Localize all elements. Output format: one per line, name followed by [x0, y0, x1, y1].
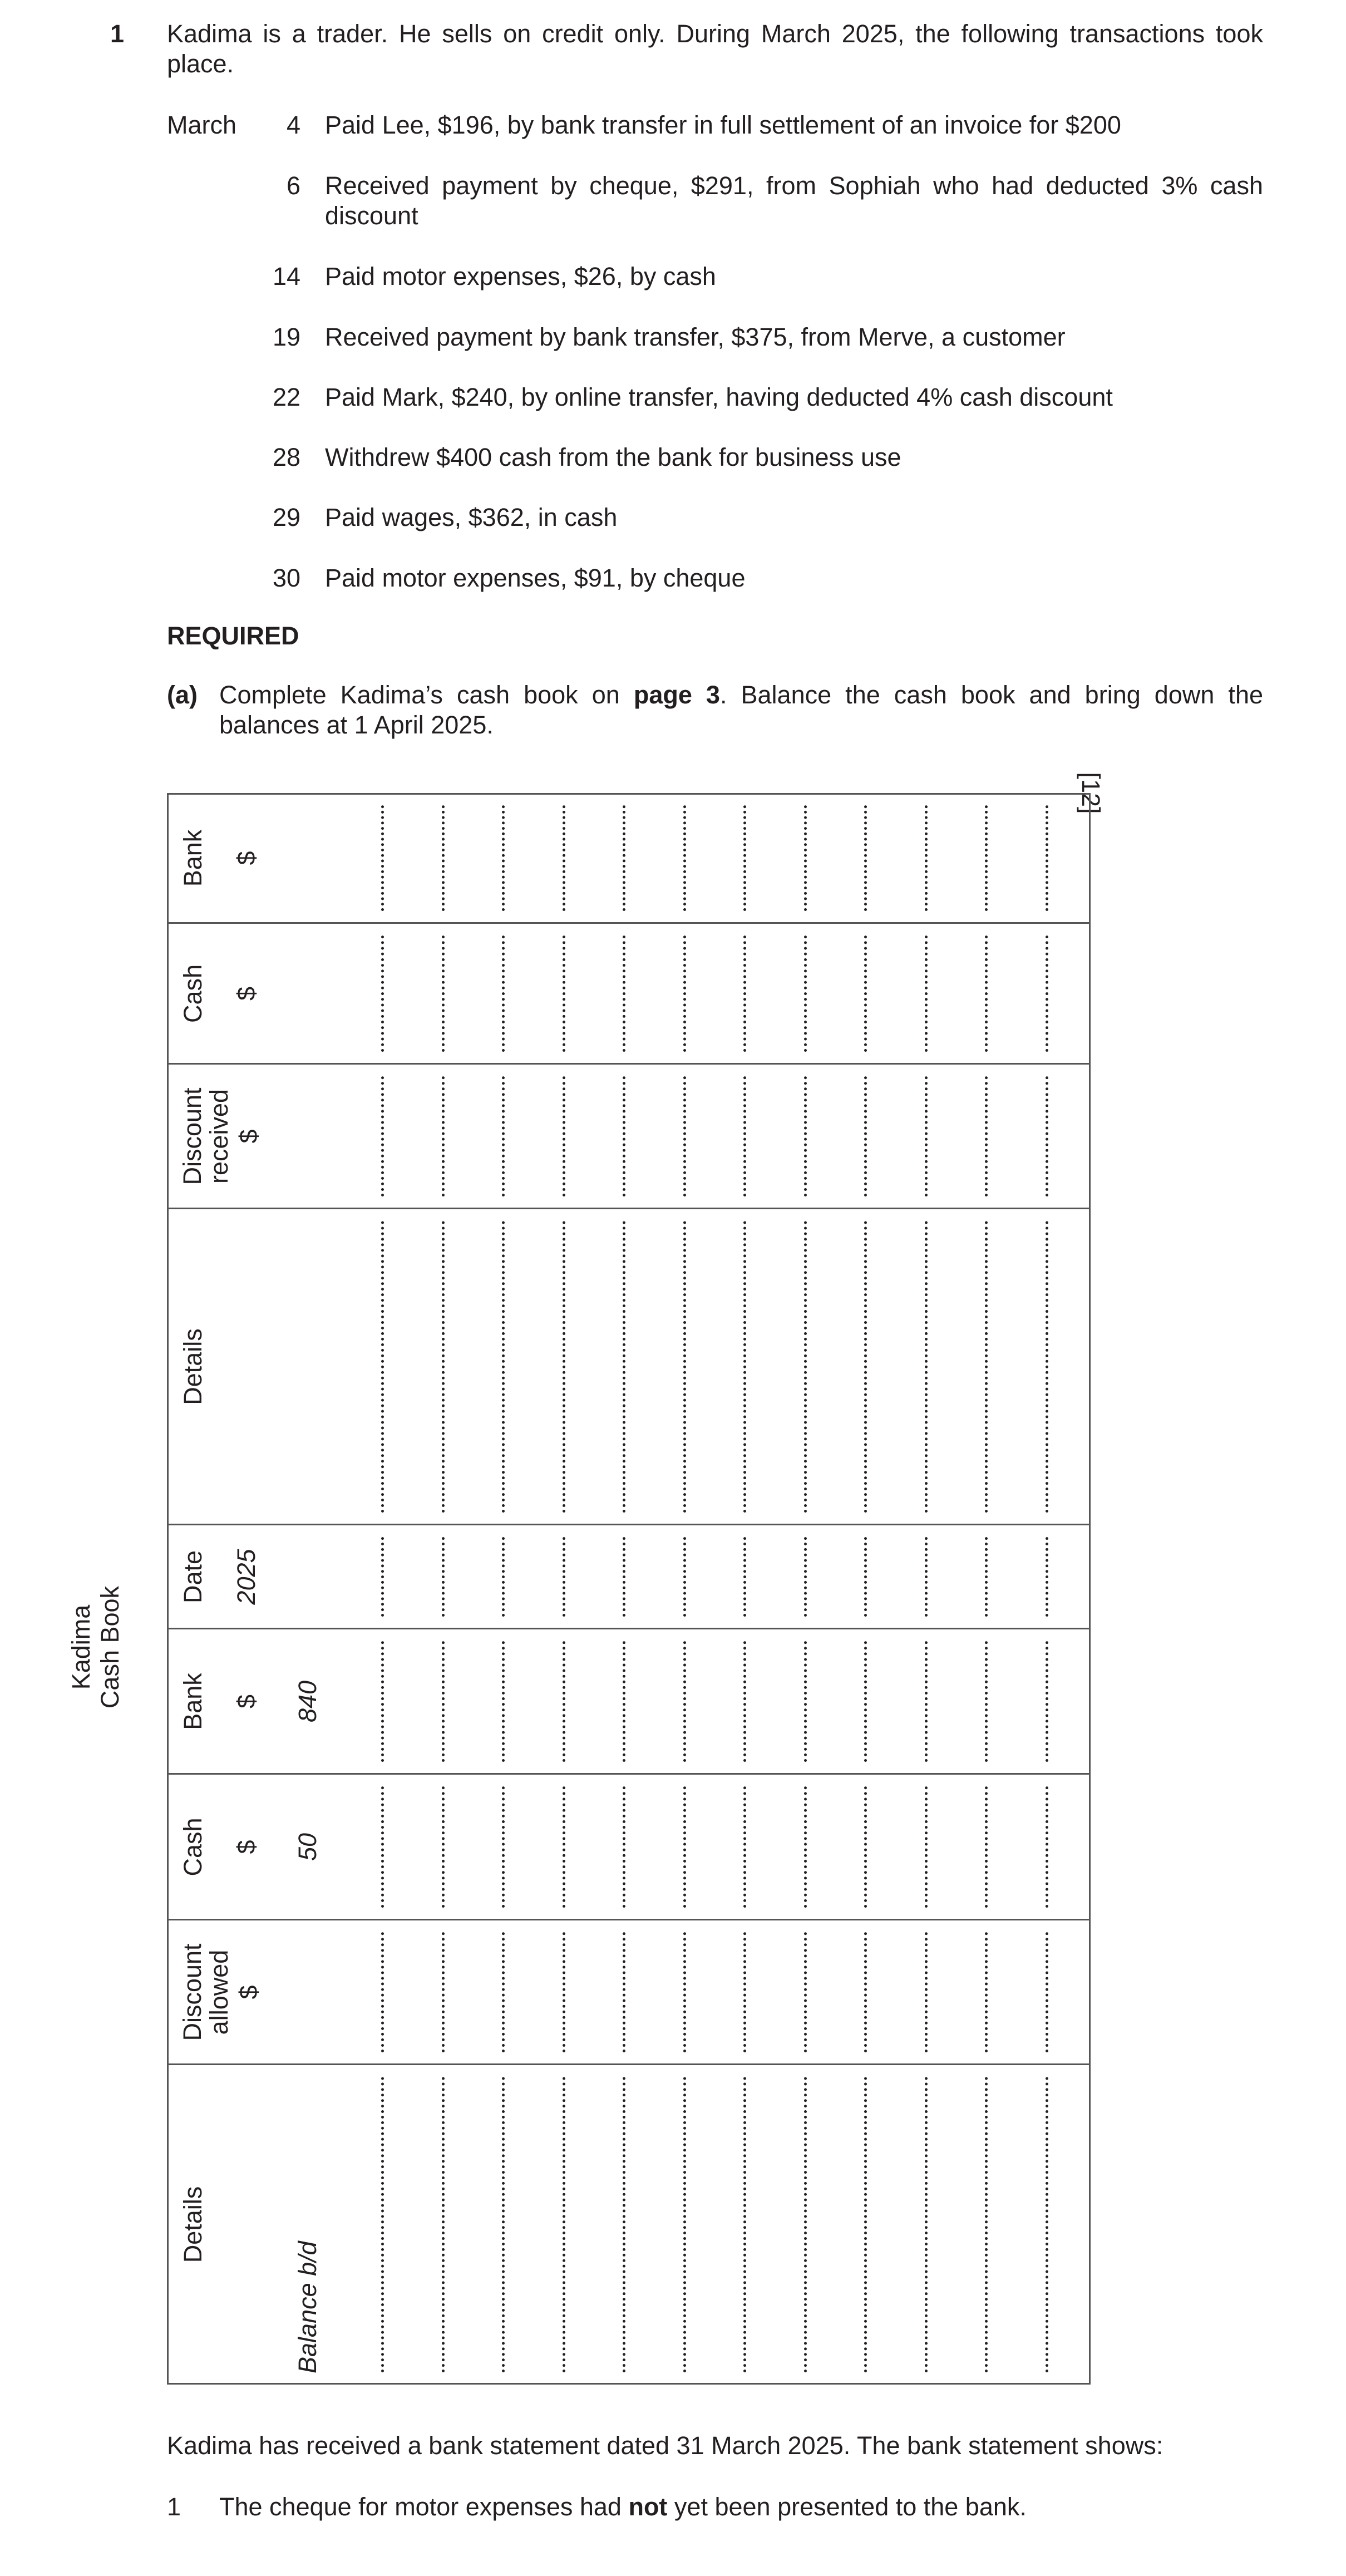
answer-line[interactable] [442, 1932, 445, 2052]
answer-line[interactable] [683, 805, 686, 911]
answer-line[interactable] [442, 1221, 445, 1513]
credit-cash-header: Cash [179, 964, 207, 1023]
answer-line[interactable] [925, 935, 928, 1052]
answer-line[interactable] [381, 1537, 384, 1617]
answer-line[interactable] [623, 2077, 625, 2372]
answer-line[interactable] [563, 1537, 565, 1617]
answer-line[interactable] [804, 1076, 807, 1196]
answer-line[interactable] [985, 2077, 988, 2372]
credit-cash-unit: $ [232, 986, 260, 1001]
answer-line[interactable] [985, 1786, 988, 1908]
required-label: REQUIRED [167, 622, 299, 650]
answer-line[interactable] [925, 1641, 928, 1762]
answer-line[interactable] [563, 1932, 565, 2052]
answer-line[interactable] [864, 1641, 867, 1762]
part-a-text: Complete Kadima’s cash book on page 3. Balance the cash book and bring down the balances at 1 April 2025. [219, 681, 1263, 739]
answer-line[interactable] [381, 1932, 384, 2052]
transaction-day: 4 [286, 111, 300, 139]
answer-line[interactable] [683, 2077, 686, 2372]
answer-line[interactable] [442, 805, 445, 911]
answer-line[interactable] [563, 1221, 565, 1513]
answer-line[interactable] [925, 1076, 928, 1196]
credit-bank-unit: $ [232, 851, 260, 865]
part-a-label: (a) [167, 681, 198, 709]
transaction-text: Received payment by cheque, $291, from Sophiah who had deducted 3% cash discount [325, 171, 1263, 230]
credit-discount-received-header: Discount received [178, 1087, 233, 1185]
transaction-day: 14 [272, 262, 300, 290]
answer-line[interactable] [502, 1076, 505, 1196]
question-number: 1 [110, 19, 125, 48]
answer-line[interactable] [864, 1221, 867, 1513]
answer-line[interactable] [925, 805, 928, 911]
opening-bank-value: 840 [293, 1680, 322, 1723]
answer-line[interactable] [925, 1221, 928, 1513]
answer-line[interactable] [985, 805, 988, 911]
answer-line[interactable] [502, 1641, 505, 1762]
answer-line[interactable] [1046, 1076, 1048, 1196]
credit-bank-header: Bank [179, 829, 207, 887]
statement-item-number: 1 [167, 2493, 181, 2521]
answer-line[interactable] [442, 935, 445, 1052]
answer-line[interactable] [563, 1641, 565, 1762]
answer-line[interactable] [563, 1786, 565, 1908]
answer-line[interactable] [502, 935, 505, 1052]
opening-cash-value: 50 [293, 1833, 322, 1861]
answer-line[interactable] [683, 935, 686, 1052]
transaction-text: Paid motor expenses, $91, by cheque [325, 564, 746, 592]
answer-line[interactable] [985, 1641, 988, 1762]
answer-line[interactable] [804, 2077, 807, 2372]
answer-line[interactable] [804, 805, 807, 911]
answer-line[interactable] [623, 935, 625, 1052]
answer-line[interactable] [743, 935, 746, 1052]
answer-line[interactable] [804, 1641, 807, 1762]
answer-line[interactable] [985, 935, 988, 1052]
answer-line[interactable] [743, 805, 746, 911]
answer-line[interactable] [563, 2077, 565, 2372]
answer-line[interactable] [502, 1932, 505, 2052]
answer-line[interactable] [623, 1076, 625, 1196]
answer-line[interactable] [442, 1641, 445, 1762]
answer-line[interactable] [442, 1537, 445, 1617]
answer-line[interactable] [683, 1641, 686, 1762]
answer-line[interactable] [743, 2077, 746, 2372]
answer-line[interactable] [381, 2077, 384, 2372]
transaction-day: 29 [272, 503, 300, 531]
answer-line[interactable] [683, 1076, 686, 1196]
answer-line[interactable] [864, 1537, 867, 1617]
debit-bank-unit: $ [232, 1694, 260, 1709]
answer-line[interactable] [381, 1786, 384, 1908]
part-a-marks: [12] [1077, 772, 1105, 814]
transaction-text: Received payment by bank transfer, $375, from Merve, a customer [325, 323, 1066, 351]
transaction-text: Paid Mark, $240, by online transfer, having deducted 4% cash discount [325, 383, 1113, 411]
answer-line[interactable] [502, 1786, 505, 1908]
answer-line[interactable] [623, 1786, 625, 1908]
answer-line[interactable] [502, 1221, 505, 1513]
transaction-day: 30 [272, 564, 300, 592]
debit-bank-header: Bank [179, 1673, 207, 1730]
credit-details-header: Details [179, 1328, 207, 1405]
answer-line[interactable] [1046, 805, 1048, 911]
transaction-text: Paid motor expenses, $26, by cash [325, 262, 716, 290]
cash-book-table [167, 793, 1091, 2385]
answer-line[interactable] [1046, 1537, 1048, 1617]
transaction-text: Withdrew $400 cash from the bank for business use [325, 443, 901, 471]
transaction-text: Paid wages, $362, in cash [325, 503, 618, 531]
column-divider [167, 1063, 1091, 1065]
answer-line[interactable] [985, 1537, 988, 1617]
answer-line[interactable] [381, 1221, 384, 1513]
debit-discount-allowed-header: Discount allowed [178, 1943, 233, 2041]
answer-line[interactable] [864, 935, 867, 1052]
answer-line[interactable] [804, 1537, 807, 1617]
answer-line[interactable] [563, 805, 565, 911]
answer-line[interactable] [1046, 1786, 1048, 1908]
debit-cash-header: Cash [179, 1818, 207, 1876]
answer-line[interactable] [683, 1786, 686, 1908]
transaction-day: 6 [286, 171, 300, 200]
question-intro: Kadima is a trader. He sells on credit only. During March 2025, the following transactions took place. [167, 19, 1263, 78]
answer-line[interactable] [683, 1537, 686, 1617]
answer-line[interactable] [864, 2077, 867, 2372]
transaction-text: Paid Lee, $196, by bank transfer in full settlement of an invoice for $200 [325, 111, 1121, 139]
credit-discount-received-unit: $ [234, 1129, 263, 1144]
answer-line[interactable] [925, 1932, 928, 2052]
answer-line[interactable] [804, 1932, 807, 2052]
answer-line[interactable] [1046, 1221, 1048, 1513]
answer-line[interactable] [1046, 2077, 1048, 2372]
answer-line[interactable] [623, 1221, 625, 1513]
answer-line[interactable] [743, 1537, 746, 1617]
answer-line[interactable] [1046, 935, 1048, 1052]
answer-line[interactable] [623, 1537, 625, 1617]
answer-line[interactable] [502, 2077, 505, 2372]
answer-line[interactable] [743, 1076, 746, 1196]
answer-line[interactable] [804, 1221, 807, 1513]
answer-line[interactable] [683, 1221, 686, 1513]
column-divider [167, 1524, 1091, 1525]
date-year: 2025 [232, 1549, 260, 1605]
answer-line[interactable] [743, 1932, 746, 2052]
answer-line[interactable] [864, 1932, 867, 2052]
answer-line[interactable] [502, 1537, 505, 1617]
cash-book-title-line1: Kadima [67, 1604, 95, 1690]
debit-details-header: Details [179, 2186, 207, 2263]
answer-line[interactable] [985, 1221, 988, 1513]
answer-line[interactable] [985, 1932, 988, 2052]
column-divider [167, 1208, 1091, 1209]
answer-line[interactable] [804, 935, 807, 1052]
answer-line[interactable] [623, 1932, 625, 2052]
transaction-day: 22 [272, 383, 300, 411]
answer-line[interactable] [1046, 1932, 1048, 2052]
transaction-day: 28 [272, 443, 300, 471]
answer-line[interactable] [381, 1641, 384, 1762]
debit-discount-allowed-unit: $ [234, 1985, 263, 1999]
month-label: March [167, 111, 237, 139]
statement-intro: Kadima has received a bank statement dated 31 March 2025. The bank statement shows: [167, 2431, 1163, 2460]
statement-item-text: The cheque for motor expenses had not yet been presented to the bank. [219, 2493, 1027, 2521]
cash-book-title-line2: Cash Book [96, 1585, 124, 1709]
answer-line[interactable] [381, 935, 384, 1052]
answer-line[interactable] [381, 805, 384, 911]
answer-line[interactable] [864, 805, 867, 911]
answer-line[interactable] [743, 1221, 746, 1513]
answer-line[interactable] [623, 1641, 625, 1762]
answer-line[interactable] [442, 1076, 445, 1196]
answer-line[interactable] [442, 1786, 445, 1908]
answer-line[interactable] [925, 2077, 928, 2372]
answer-line[interactable] [804, 1786, 807, 1908]
answer-line[interactable] [743, 1786, 746, 1908]
opening-balance-details: Balance b/d [293, 2241, 322, 2373]
answer-line[interactable] [683, 1932, 686, 2052]
column-divider [167, 922, 1091, 924]
answer-line[interactable] [864, 1786, 867, 1908]
credit-date-header: Date [179, 1550, 207, 1604]
answer-line[interactable] [502, 805, 505, 911]
answer-line[interactable] [563, 935, 565, 1052]
debit-cash-unit: $ [232, 1840, 260, 1854]
answer-line[interactable] [985, 1076, 988, 1196]
answer-line[interactable] [925, 1537, 928, 1617]
answer-line[interactable] [743, 1641, 746, 1762]
answer-line[interactable] [442, 2077, 445, 2372]
answer-line[interactable] [925, 1786, 928, 1908]
answer-line[interactable] [563, 1076, 565, 1196]
answer-line[interactable] [864, 1076, 867, 1196]
answer-line[interactable] [1046, 1641, 1048, 1762]
answer-line[interactable] [381, 1076, 384, 1196]
transaction-day: 19 [272, 323, 300, 351]
answer-line[interactable] [623, 805, 625, 911]
